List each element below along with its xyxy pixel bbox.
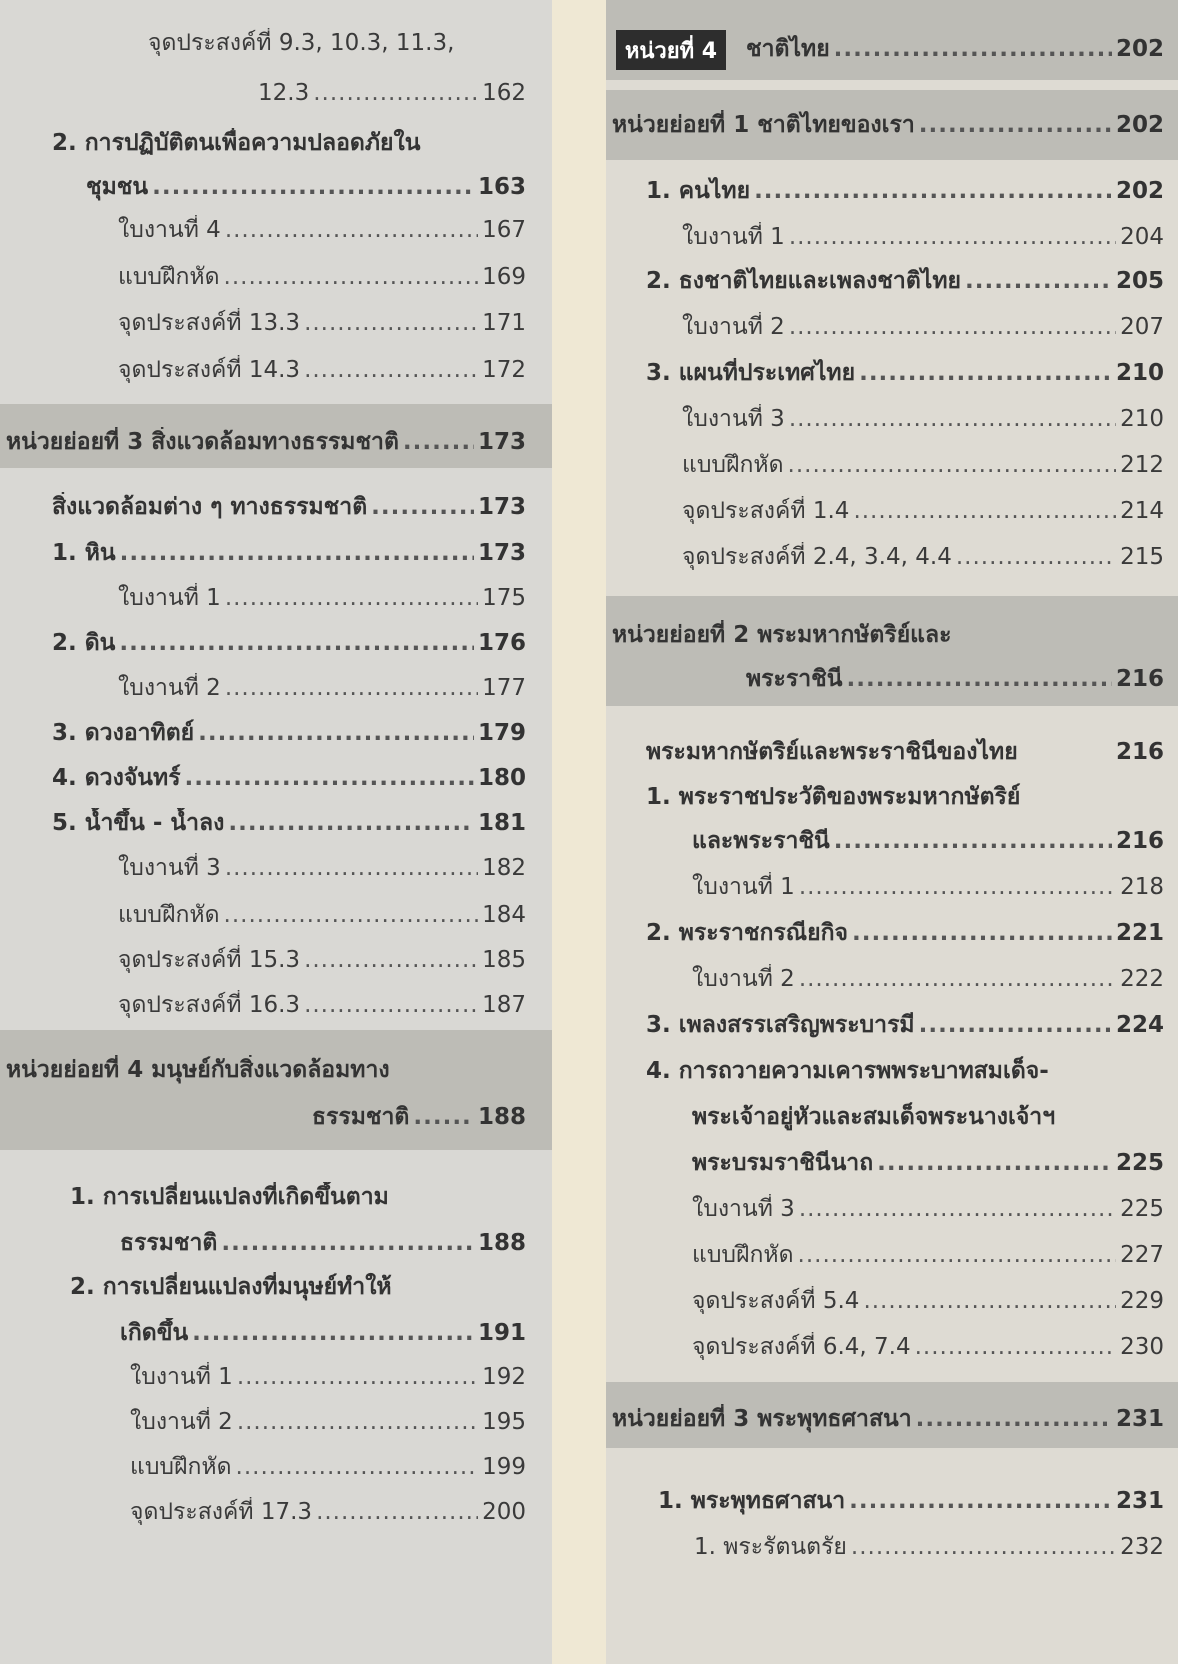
toc-entry-title: ธรรมชาติ bbox=[120, 1230, 218, 1256]
toc-entry bbox=[118, 945, 526, 975]
toc-entry-title: ธรรมชาติ bbox=[312, 1104, 410, 1130]
toc-page-number: 171 bbox=[482, 310, 526, 336]
toc-entry bbox=[118, 215, 526, 245]
toc-dot-leader bbox=[834, 34, 1112, 64]
toc-page-number: 167 bbox=[482, 217, 526, 243]
toc-dot-leader bbox=[236, 1452, 479, 1482]
toc-dot-leader bbox=[956, 542, 1116, 572]
toc-entry-title: 3. แผนที่ประเทศไทย bbox=[646, 360, 856, 386]
toc-dot-leader bbox=[915, 1332, 1116, 1362]
toc-entry bbox=[312, 1102, 526, 1132]
toc-entry-title: 2. พระราชกรณียกิจ bbox=[646, 920, 848, 946]
toc-dot-leader bbox=[919, 110, 1112, 140]
toc-page-number: 192 bbox=[482, 1364, 526, 1390]
toc-page-number: 221 bbox=[1115, 920, 1164, 946]
toc-dot-leader bbox=[413, 1102, 474, 1132]
toc-entry-title: จุดประสงค์ที่ 9.3, 10.3, 11.3, bbox=[148, 30, 455, 56]
unit-4-tag: หน่วยที่ 4 bbox=[616, 30, 726, 70]
toc-dot-leader bbox=[198, 718, 474, 748]
toc-dot-leader bbox=[185, 763, 474, 793]
toc-entry bbox=[118, 673, 526, 703]
toc-entry bbox=[118, 990, 526, 1020]
toc-page-number: 176 bbox=[477, 630, 526, 656]
toc-entry-title: หน่วยย่อยที่ 1 ชาติไทยของเรา bbox=[612, 112, 915, 138]
toc-entry bbox=[692, 1286, 1164, 1316]
toc-entry-title: จุดประสงค์ที่ 16.3 bbox=[118, 992, 301, 1018]
toc-entry bbox=[682, 496, 1164, 526]
toc-dot-leader bbox=[798, 1240, 1117, 1270]
toc-dot-leader bbox=[877, 1148, 1112, 1178]
toc-entry bbox=[682, 312, 1164, 342]
toc-page-number: 184 bbox=[482, 902, 526, 928]
toc-entry bbox=[148, 28, 528, 58]
toc-entry-title: จุดประสงค์ที่ 13.3 bbox=[118, 310, 301, 336]
toc-entry bbox=[692, 1240, 1164, 1270]
toc-entry bbox=[52, 128, 532, 158]
toc-entry-title: 4. การถวายความเคารพพระบาทสมเด็จ- bbox=[646, 1058, 1049, 1084]
toc-dot-leader bbox=[225, 583, 478, 613]
toc-dot-leader bbox=[316, 1497, 478, 1527]
toc-entry bbox=[118, 355, 526, 385]
toc-page-number: 173 bbox=[477, 540, 526, 566]
toc-page-number: 180 bbox=[477, 765, 526, 791]
toc-entry bbox=[646, 266, 1164, 296]
toc-page-number: 202 bbox=[1115, 36, 1164, 62]
toc-entry-title: แบบฝึกหัด bbox=[692, 1242, 794, 1268]
toc-entry bbox=[118, 308, 526, 338]
toc-page-number: 227 bbox=[1120, 1242, 1164, 1268]
toc-entry-title: สิ่งแวดล้อมต่าง ๆ ทางธรรมชาติ bbox=[52, 494, 368, 520]
toc-page-number: 204 bbox=[1120, 224, 1164, 250]
toc-entry bbox=[658, 1486, 1164, 1516]
toc-entry-title: ใบงานที่ 2 bbox=[130, 1409, 233, 1435]
toc-page-number: 175 bbox=[482, 585, 526, 611]
toc-entry bbox=[130, 1497, 526, 1527]
toc-page-number: 230 bbox=[1120, 1334, 1164, 1360]
toc-entry bbox=[692, 1194, 1164, 1224]
toc-dot-leader bbox=[304, 945, 478, 975]
toc-dot-leader bbox=[403, 427, 474, 457]
toc-entry bbox=[692, 872, 1164, 902]
toc-page-number: 229 bbox=[1120, 1288, 1164, 1314]
toc-page-number: 232 bbox=[1120, 1534, 1164, 1560]
toc-entry bbox=[118, 583, 526, 613]
toc-entry-title: หน่วยย่อยที่ 3 สิ่งแวดล้อมทางธรรมชาติ bbox=[6, 429, 399, 455]
toc-entry bbox=[118, 900, 526, 930]
toc-entry bbox=[120, 1318, 526, 1348]
toc-entry-title: จุดประสงค์ที่ 15.3 bbox=[118, 947, 301, 973]
toc-page-number: 214 bbox=[1120, 498, 1164, 524]
toc-entry bbox=[6, 427, 526, 457]
toc-page-number: 224 bbox=[1115, 1012, 1164, 1038]
toc-entry-title: 1. การเปลี่ยนแปลงที่เกิดขึ้นตาม bbox=[70, 1184, 389, 1210]
toc-entry-title: ชุมชน bbox=[86, 174, 149, 200]
toc-entry-title: จุดประสงค์ที่ 1.4 bbox=[682, 498, 850, 524]
toc-entry-title: 1. คนไทย bbox=[646, 178, 751, 204]
toc-dot-leader bbox=[852, 918, 1112, 948]
toc-page-number: 162 bbox=[482, 80, 526, 106]
subunit-4-header-band bbox=[0, 1030, 552, 1150]
toc-dot-leader bbox=[225, 215, 478, 245]
toc-dot-leader bbox=[754, 176, 1112, 206]
toc-entry-title: พระเจ้าอยู่หัวและสมเด็จพระนางเจ้าฯ bbox=[692, 1104, 1056, 1130]
toc-page-number: 177 bbox=[482, 675, 526, 701]
toc-entry-title: หน่วยย่อยที่ 4 มนุษย์กับสิ่งแวดล้อมทาง bbox=[6, 1057, 390, 1083]
toc-dot-leader bbox=[225, 673, 478, 703]
toc-entry-title: และพระราชินี bbox=[692, 828, 830, 854]
toc-entry-title: ใบงานที่ 3 bbox=[118, 855, 221, 881]
toc-page-number: 210 bbox=[1115, 360, 1164, 386]
toc-page-number: 172 bbox=[482, 357, 526, 383]
toc-entry bbox=[692, 826, 1164, 856]
toc-dot-leader bbox=[152, 172, 474, 202]
toc-entry-title: 4. ดวงจันทร์ bbox=[52, 765, 181, 791]
toc-page-number: 188 bbox=[477, 1104, 526, 1130]
toc-entry bbox=[52, 763, 526, 793]
toc-entry-title: ใบงานที่ 1 bbox=[118, 585, 221, 611]
toc-entry bbox=[746, 664, 1164, 694]
toc-entry-title: 1. หิน bbox=[52, 540, 116, 566]
toc-dot-leader bbox=[221, 1228, 474, 1258]
toc-entry bbox=[646, 918, 1164, 948]
toc-entry-title: พระบรมราชินีนาถ bbox=[692, 1150, 874, 1176]
toc-dot-leader bbox=[799, 872, 1116, 902]
toc-page-number: 169 bbox=[482, 264, 526, 290]
toc-dot-leader bbox=[863, 1286, 1116, 1316]
toc-entry bbox=[692, 1102, 1164, 1132]
toc-entry bbox=[52, 628, 526, 658]
toc-entry-title: จุดประสงค์ที่ 14.3 bbox=[118, 357, 301, 383]
toc-right-column bbox=[606, 0, 1178, 1664]
toc-entry bbox=[118, 853, 526, 883]
toc-page-number: 182 bbox=[482, 855, 526, 881]
toc-entry-title: 3. เพลงสรรเสริญพระบารมี bbox=[646, 1012, 915, 1038]
toc-page-number: 225 bbox=[1120, 1196, 1164, 1222]
toc-entry bbox=[130, 1407, 526, 1437]
toc-entry-title: ใบงานที่ 3 bbox=[682, 406, 785, 432]
toc-entry-title: เกิดขึ้น bbox=[120, 1320, 189, 1346]
toc-dot-leader bbox=[304, 990, 478, 1020]
toc-dot-leader bbox=[859, 358, 1112, 388]
toc-page-number: 195 bbox=[482, 1409, 526, 1435]
toc-entry-title: 1. พระรัตนตรัย bbox=[694, 1534, 847, 1560]
toc-left-column bbox=[0, 0, 552, 1664]
toc-entry bbox=[692, 964, 1164, 994]
toc-entry bbox=[746, 34, 1164, 64]
toc-entry bbox=[692, 1332, 1164, 1362]
toc-entry-title: 2. ธงชาติไทยและเพลงชาติไทย bbox=[646, 268, 961, 294]
toc-page-number: 191 bbox=[477, 1320, 526, 1346]
toc-dot-leader bbox=[799, 1194, 1116, 1224]
toc-entry bbox=[646, 782, 1164, 812]
toc-entry-title: แบบฝึกหัด bbox=[130, 1454, 232, 1480]
toc-entry-title: ใบงานที่ 4 bbox=[118, 217, 221, 243]
toc-page-number: 185 bbox=[482, 947, 526, 973]
toc-entry-title: 12.3 bbox=[258, 80, 310, 106]
toc-entry-title: แบบฝึกหัด bbox=[118, 264, 220, 290]
toc-page-number: 231 bbox=[1115, 1406, 1164, 1432]
toc-dot-leader bbox=[120, 538, 474, 568]
toc-dot-leader bbox=[237, 1407, 478, 1437]
toc-dot-leader bbox=[371, 492, 474, 522]
toc-entry-title: 1. พระพุทธศาสนา bbox=[658, 1488, 846, 1514]
toc-entry-title: จุดประสงค์ที่ 5.4 bbox=[692, 1288, 860, 1314]
toc-entry-title: จุดประสงค์ที่ 6.4, 7.4 bbox=[692, 1334, 911, 1360]
toc-dot-leader bbox=[119, 628, 474, 658]
toc-entry bbox=[646, 737, 1164, 767]
toc-entry-title: 2. การเปลี่ยนแปลงที่มนุษย์ทำให้ bbox=[70, 1274, 392, 1300]
toc-entry-title: 2. การปฏิบัติตนเพื่อความปลอดภัยใน bbox=[52, 130, 421, 156]
toc-entry bbox=[646, 176, 1164, 206]
toc-entry bbox=[70, 1182, 530, 1212]
toc-dot-leader bbox=[834, 826, 1112, 856]
toc-dot-leader bbox=[789, 404, 1116, 434]
toc-entry-title: ชาติไทย bbox=[746, 36, 830, 62]
toc-entry bbox=[120, 1228, 526, 1258]
toc-page-number: 200 bbox=[482, 1499, 526, 1525]
toc-page-number: 210 bbox=[1120, 406, 1164, 432]
toc-entry-title: ใบงานที่ 2 bbox=[682, 314, 785, 340]
toc-page-number: 187 bbox=[482, 992, 526, 1018]
toc-page-number: 179 bbox=[477, 720, 526, 746]
toc-dot-leader bbox=[224, 262, 479, 292]
toc-dot-leader bbox=[799, 964, 1116, 994]
toc-dot-leader bbox=[237, 1362, 478, 1392]
toc-page-number: 205 bbox=[1115, 268, 1164, 294]
toc-dot-leader bbox=[788, 450, 1117, 480]
toc-entry bbox=[682, 404, 1164, 434]
toc-entry bbox=[646, 1010, 1164, 1040]
toc-entry bbox=[682, 542, 1164, 572]
toc-page-number: 231 bbox=[1115, 1488, 1164, 1514]
toc-entry-title: ใบงานที่ 1 bbox=[692, 874, 795, 900]
toc-entry-title: ใบงานที่ 2 bbox=[118, 675, 221, 701]
toc-dot-leader bbox=[789, 222, 1116, 252]
toc-entry bbox=[612, 110, 1164, 140]
toc-entry-title: 2. ดิน bbox=[52, 630, 116, 656]
toc-entry bbox=[6, 1055, 526, 1085]
toc-entry-title: แบบฝึกหัด bbox=[118, 902, 220, 928]
toc-entry bbox=[130, 1452, 526, 1482]
toc-entry-title: จุดประสงค์ที่ 17.3 bbox=[130, 1499, 313, 1525]
toc-page-number: 216 bbox=[1115, 739, 1164, 765]
toc-entry bbox=[612, 620, 1164, 650]
toc-entry bbox=[682, 222, 1164, 252]
toc-page-number: 202 bbox=[1115, 112, 1164, 138]
toc-entry bbox=[646, 358, 1164, 388]
toc-entry bbox=[70, 1272, 530, 1302]
toc-entry bbox=[130, 1362, 526, 1392]
toc-entry-title: ใบงานที่ 1 bbox=[130, 1364, 233, 1390]
toc-dot-leader bbox=[919, 1010, 1112, 1040]
toc-entry bbox=[646, 1056, 1164, 1086]
toc-entry bbox=[682, 450, 1164, 480]
toc-entry-title: ใบงานที่ 2 bbox=[692, 966, 795, 992]
toc-entry-title: 1. พระราชประวัติของพระมหากษัตริย์ bbox=[646, 784, 1021, 810]
toc-entry-title: หน่วยย่อยที่ 3 พระพุทธศาสนา bbox=[612, 1406, 912, 1432]
toc-dot-leader bbox=[304, 308, 478, 338]
toc-dot-leader bbox=[846, 664, 1112, 694]
toc-entry bbox=[258, 78, 526, 108]
toc-page-number: 181 bbox=[477, 810, 526, 836]
toc-entry bbox=[612, 1404, 1164, 1434]
toc-dot-leader bbox=[916, 1404, 1112, 1434]
toc-dot-leader bbox=[849, 1486, 1112, 1516]
toc-page-number: 173 bbox=[477, 429, 526, 455]
toc-entry bbox=[86, 172, 526, 202]
toc-page-number: 173 bbox=[477, 494, 526, 520]
toc-dot-leader bbox=[313, 78, 478, 108]
toc-page-number: 216 bbox=[1115, 666, 1164, 692]
toc-page-number: 188 bbox=[477, 1230, 526, 1256]
toc-page-number: 199 bbox=[482, 1454, 526, 1480]
toc-entry-title: พระราชินี bbox=[746, 666, 843, 692]
toc-entry-title: ใบงานที่ 3 bbox=[692, 1196, 795, 1222]
toc-entry-title: 5. น้ำขึ้น - น้ำลง bbox=[52, 810, 225, 836]
toc-entry-title: ใบงานที่ 1 bbox=[682, 224, 785, 250]
toc-dot-leader bbox=[224, 900, 479, 930]
toc-entry bbox=[118, 262, 526, 292]
toc-entry bbox=[52, 492, 526, 522]
toc-page-number: 218 bbox=[1120, 874, 1164, 900]
toc-dot-leader bbox=[851, 1532, 1116, 1562]
toc-dot-leader bbox=[228, 808, 474, 838]
toc-entry bbox=[52, 538, 526, 568]
toc-dot-leader bbox=[225, 853, 478, 883]
toc-entry-title: หน่วยย่อยที่ 2 พระมหากษัตริย์และ bbox=[612, 622, 952, 648]
toc-entry bbox=[52, 718, 526, 748]
toc-entry-title: แบบฝึกหัด bbox=[682, 452, 784, 478]
toc-entry-title: 3. ดวงอาทิตย์ bbox=[52, 720, 195, 746]
toc-entry bbox=[52, 808, 526, 838]
toc-entry bbox=[694, 1532, 1164, 1562]
toc-dot-leader bbox=[304, 355, 478, 385]
toc-entry bbox=[692, 1148, 1164, 1178]
toc-page-number: 207 bbox=[1120, 314, 1164, 340]
toc-page-number: 202 bbox=[1115, 178, 1164, 204]
toc-page-number: 222 bbox=[1120, 966, 1164, 992]
toc-dot-leader bbox=[192, 1318, 474, 1348]
toc-entry-title: จุดประสงค์ที่ 2.4, 3.4, 4.4 bbox=[682, 544, 952, 570]
toc-page-number: 212 bbox=[1120, 452, 1164, 478]
toc-page-number: 216 bbox=[1115, 828, 1164, 854]
toc-dot-leader bbox=[965, 266, 1112, 296]
toc-entry-title: พระมหากษัตริย์และพระราชินีของไทย bbox=[646, 739, 1018, 765]
toc-page-number: 215 bbox=[1120, 544, 1164, 570]
toc-page-number: 163 bbox=[477, 174, 526, 200]
toc-dot-leader bbox=[789, 312, 1116, 342]
toc-page-number: 225 bbox=[1115, 1150, 1164, 1176]
toc-dot-leader bbox=[853, 496, 1116, 526]
